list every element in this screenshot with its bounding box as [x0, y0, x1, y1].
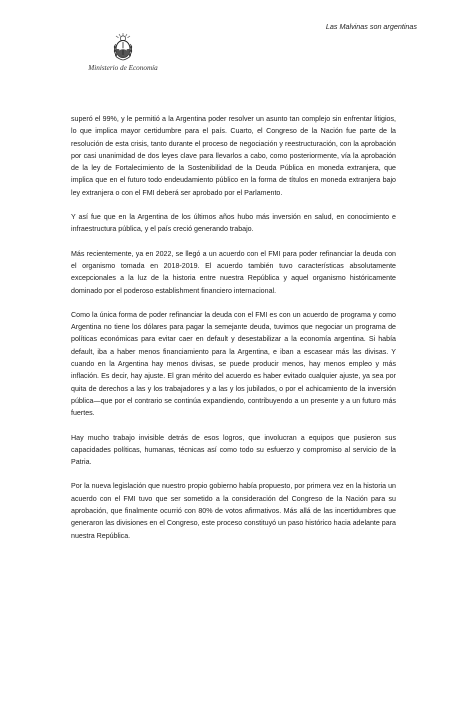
- national-seal-icon: [111, 32, 135, 62]
- ministry-name: Ministerio de Economía: [88, 64, 158, 72]
- paragraph: Por la nueva legislación que nuestro propio gobierno había propuesto, por primera vez en la historia un acuerdo con el FMI tuvo que ser sometido a la consideración del Congreso de la Nación para su aprobación, que finalmente ocurrió con 80% de votos afirmativos. Más allá de las incertidumbres que generaron las divisiones en el Congreso, este proceso constituyó un paso histórico hacia adelante para nuestra República.: [71, 482, 396, 540]
- paragraph: Hay mucho trabajo invisible detrás de esos logros, que involucran a equipos que pusieron sus capacidades políticas, humanas, técnicas así como todo su esfuerzo y compromiso al servicio de la Patria.: [71, 433, 396, 467]
- paragraph: Como la única forma de poder refinanciar la deuda con el FMI es con un acuerdo de programa y como Argentina no tiene los dólares para pagar la semejante deuda, tuvimos que negociar un programa de políticas económicas para evitar caer en default y desestabilizar a la economía argentina. Si había default, iba a haber menos financiamiento para la Argentina, e iban a escasear más las divisas. Y cuando en la Argentina hay menos divisas, se puede producir menos, hay menos empleo y más inflación. Es decir, hay ajuste. El gran mérito del acuerdo es haber evitado cualquier ajuste, ya sea por quita de derechos a las y los trabajadores y a las y los jubilados, o por el achicamiento de la inversión pública—que por el contrario se continúa expandiendo, contribuyendo a un presente y a un futuro más fuertes.: [71, 310, 396, 418]
- paragraph: superó el 99%, y le permitió a la Argentina poder resolver un asunto tan complejo sin enfrentar litigios, lo que implica mayor certidumbre para el país. Cuarto, el Congreso de la Nación fue parte de la resolución de esta crisis, tanto durante el proceso de negociación y reestructuración, con la aprobación por casi unanimidad de dos leyes clave para llevarlos a cabo, como posteriormente, vía la aprobación de la ley de Fortalecimiento de la Sostenibilidad de la Deuda Pública en moneda extranjera, que implica que en el futuro todo endeudamiento público en la forma de títulos en moneda extranjera bajo ley extranjera o con el FMI deberá ser aprobado por el Parlamento.: [71, 115, 396, 197]
- header-note: Las Malvinas son argentinas: [325, 22, 417, 31]
- paragraph: Y así fue que en la Argentina de los últimos años hubo más inversión en salud, en conocimiento e infraestructura pública, y el país creció generando trabajo.: [71, 213, 396, 234]
- ministry-logo: [78, 32, 168, 72]
- paragraph: Más recientemente, ya en 2022, se llegó a un acuerdo con el FMI para poder refinanciar la deuda con el organismo tomada en 2018-2019. El acuerdo también tuvo características absolutamente excepcionales a la luz de la historia entre nuestra República y aquel organismo históricamente dominado por el poderoso establishment financiero internacional.: [71, 249, 396, 295]
- document-body: [71, 113, 396, 554]
